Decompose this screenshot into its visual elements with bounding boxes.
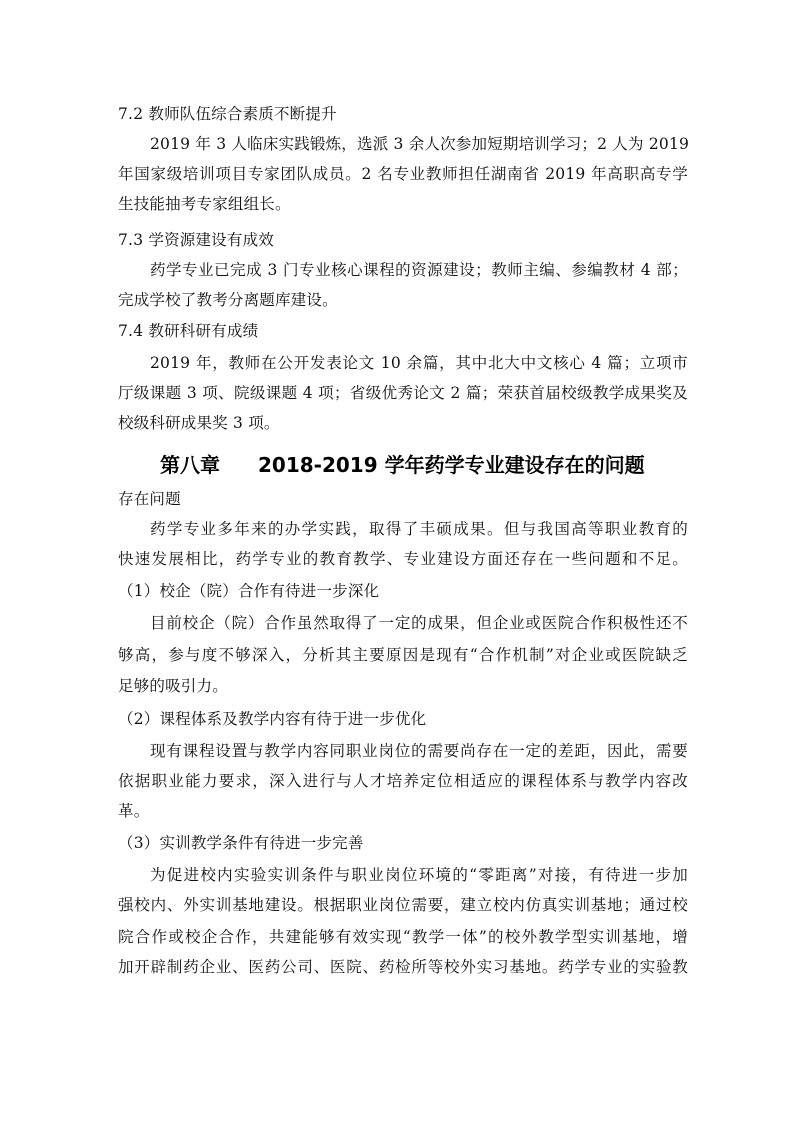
paragraph-line: 年国家级培训项目专家团队成员。2 名专业教师担任湖南省 2019 年高职高专学 — [118, 165, 688, 183]
paragraph-line: 足够的吸引力。 — [118, 677, 228, 695]
paragraph-line: 2019 年 3 人临床实践锻炼，选派 3 余人次参加短期培训学习；2 人为 2019 — [150, 135, 690, 153]
paragraph-line: 2019 年，教师在公开发表论文 10 余篇，其中北大中文核心 4 篇；立项市 — [150, 354, 688, 372]
paragraph-line: 快速发展相比，药学专业的教育教学、专业建设方面还存在一些问题和不足。 — [118, 550, 688, 568]
chapter-number: 第八章 — [160, 453, 220, 477]
paragraph-line: 院合作或校企合作，共建能够有效实现“教学一体”的校外教学型实训基地，增 — [118, 928, 688, 946]
paragraph-line: 药学专业已完成 3 门专业核心课程的资源建设；教师主编、参编教材 4 部； — [150, 261, 688, 279]
paragraph-line: 目前校企（院）合作虽然取得了一定的成果，但企业或医院合作积极性还不 — [150, 614, 688, 632]
paragraph-line: 为促进校内实验实训条件与职业岗位环境的“零距离”对接，有待进一步加 — [150, 866, 688, 884]
problem-heading-1: （1）校企（院）合作有待进一步深化 — [118, 582, 380, 600]
paragraph-line: 生技能抽考专家组组长。 — [118, 195, 291, 213]
paragraph-line: 厅级课题 3 项、院级课题 4 项；省级优秀论文 2 篇；荣获首届校级教学成果奖及 — [118, 384, 688, 402]
chapter-title: 2018-2019 学年药学专业建设存在的问题 — [258, 453, 645, 477]
paragraph-line: 依据职业能力要求，深入进行与人才培养定位相适应的课程体系与教学内容改 — [118, 772, 688, 790]
paragraph-line: 革。 — [118, 802, 150, 820]
chapter-heading — [160, 452, 645, 478]
section-heading-7-3: 7.3 学资源建设有成效 — [118, 231, 274, 249]
paragraph-line: 现有课程设置与教学内容同职业岗位的需要尚存在一定的差距，因此，需要 — [150, 742, 688, 760]
paragraph-line: 校级科研成果奖 3 项。 — [118, 414, 280, 432]
problem-heading-3: （3）实训教学条件有待进一步完善 — [118, 834, 364, 852]
paragraph-line: 加开辟制药企业、医药公司、医院、药检所等校外实习基地。药学专业的实验教 — [118, 958, 688, 976]
paragraph-line: 强校内、外实训基地建设。根据职业岗位需要，建立校内仿真实训基地；通过校 — [118, 896, 688, 914]
problem-heading-2: （2）课程体系及教学内容有待于进一步优化 — [118, 710, 427, 728]
section-heading-7-2: 7.2 教师队伍综合素质不断提升 — [118, 105, 337, 123]
problems-label: 存在问题 — [118, 490, 181, 508]
paragraph-line: 完成学校了教考分离题库建设。 — [118, 291, 338, 309]
paragraph-line: 药学专业多年来的办学实践，取得了丰硕成果。但与我国高等职业教育的 — [150, 520, 688, 538]
paragraph-line: 够高，参与度不够深入，分析其主要原因是现有“合作机制”对企业或医院缺乏 — [118, 646, 688, 664]
section-heading-7-4: 7.4 教研科研有成绩 — [118, 322, 259, 340]
